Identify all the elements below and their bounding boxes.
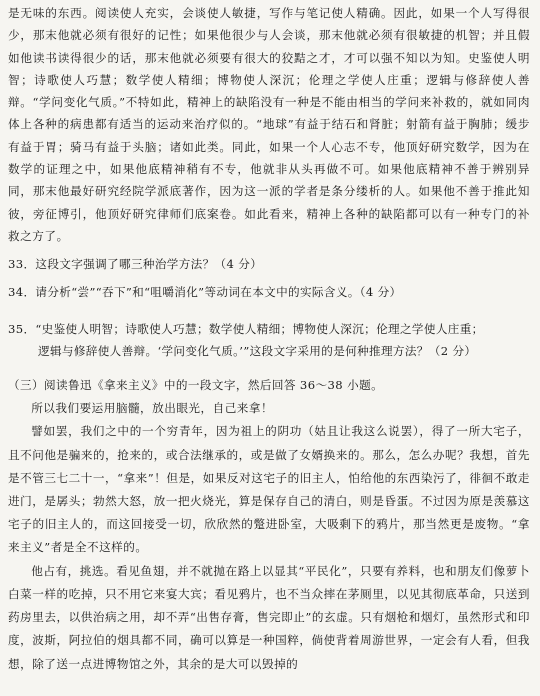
lunxun-paragraph-3: 他占有，挑选。看见鱼翅，并不就抛在路上以显其“平民化”，只要有养料，也和朋友们像萝卜白菜一样的吃掉，只不用它来宴大宾；看见鸦片，也不当众摔在茅厕里，以见其彻底革命，只送到药房里去，以供治病之用，却不弄“出售存膏，售完即止”的玄虚。只有烟枪和烟灯，虽然形式和印度，波斯，阿拉伯的烟具都不同，确可以算是一种国粹，倘使背着周游世界，一定会有人看，但我想，除了送一点进博物馆之外，其余的是大可以毁掉的 xyxy=(8,563,530,671)
question-35-line-1: 35．“史鉴使人明智；诗歌使人巧慧；数学使人精细；博物使人深沉；伦理之学使人庄重； xyxy=(8,322,484,337)
question-33: 33．这段文字强调了哪三种治学方法？（4 分） xyxy=(8,257,263,272)
section-3-header: （三）阅读鲁迅《拿来主义》中的一段文字，然后回答 36～38 小题。 xyxy=(8,378,384,393)
lunxun-paragraph-1: 所以我们要运用脑髓，放出眼光，自己来拿！ xyxy=(31,401,274,416)
question-35 xyxy=(8,318,530,362)
reading-passage-on-studies: 是无味的东西。阅读使人充实，会谈使人敏捷，写作与笔记使人精确。因此，如果一个人写得很少，那末他就必须有很好的记性；如果他很少与人会谈，那末他就必须有很敏捷的机智；并且假如他读书读得很少的话，那末他就必须要有很大的狡黠之才，才可以强不知以为知。史鉴使人明智；诗歌使人巧慧；数学使人精细；博物使人深沉；伦理之学使人庄重；逻辑与修辞使人善辩。“学问变化气质。”不特如此，精神上的缺陷没有一种是不能由相当的学问来补救的，就如同肉体上各种的病患都有适当的运动来治疗似的。“地球”有益于结石和肾脏；射箭有益于胸肺；缓步有益于胃；骑马有益于头脑；诸如此类。同此，如果一个人心志不专，他顶好研究数学，因为在数学的证理之中，如果他底精神稍有不专，他就非从头再做不可。如果他底精神不善于辨别异同，那末他最好研究经院学派底著作，因为这一派的学者是条分缕析的人。如果他不善于推此知彼，旁征博引，他顶好研究律师们底案卷。如此看来，精神上各种的缺陷都可以有一种专门的补救之方了。 xyxy=(8,6,530,243)
question-34: 34．请分析“尝”“吞下”和“咀嚼消化”等动词在本文中的实际含义。（4 分） xyxy=(8,285,402,300)
question-35-line-2: 逻辑与修辞使人善辩。‘学问变化气质。’”这段文字采用的是何种推理方法？（2 分） xyxy=(38,344,477,359)
lunxun-paragraph-2: 譬如罢，我们之中的一个穷青年，因为祖上的阴功（姑且让我这么说罢），得了一所大宅子，且不问他是骗来的，抢来的，或合法继承的，或是做了女婿换来的。那么，怎么办呢？我想，首先是不管三七二十一，“拿来”！但是，如果反对这宅子的旧主人，怕给他的东西染污了，徘徊不敢走进门，是孱头；勃然大怒，放一把火烧光，算是保存自己的清白，则是昏蛋。不过因为原是羡慕这宅子的旧主人的，而这回接受一切，欣欣然的蹩进卧室，大吸剩下的鸦片，那当然更是废物。“拿来主义”者是全不这样的。 xyxy=(8,424,530,555)
